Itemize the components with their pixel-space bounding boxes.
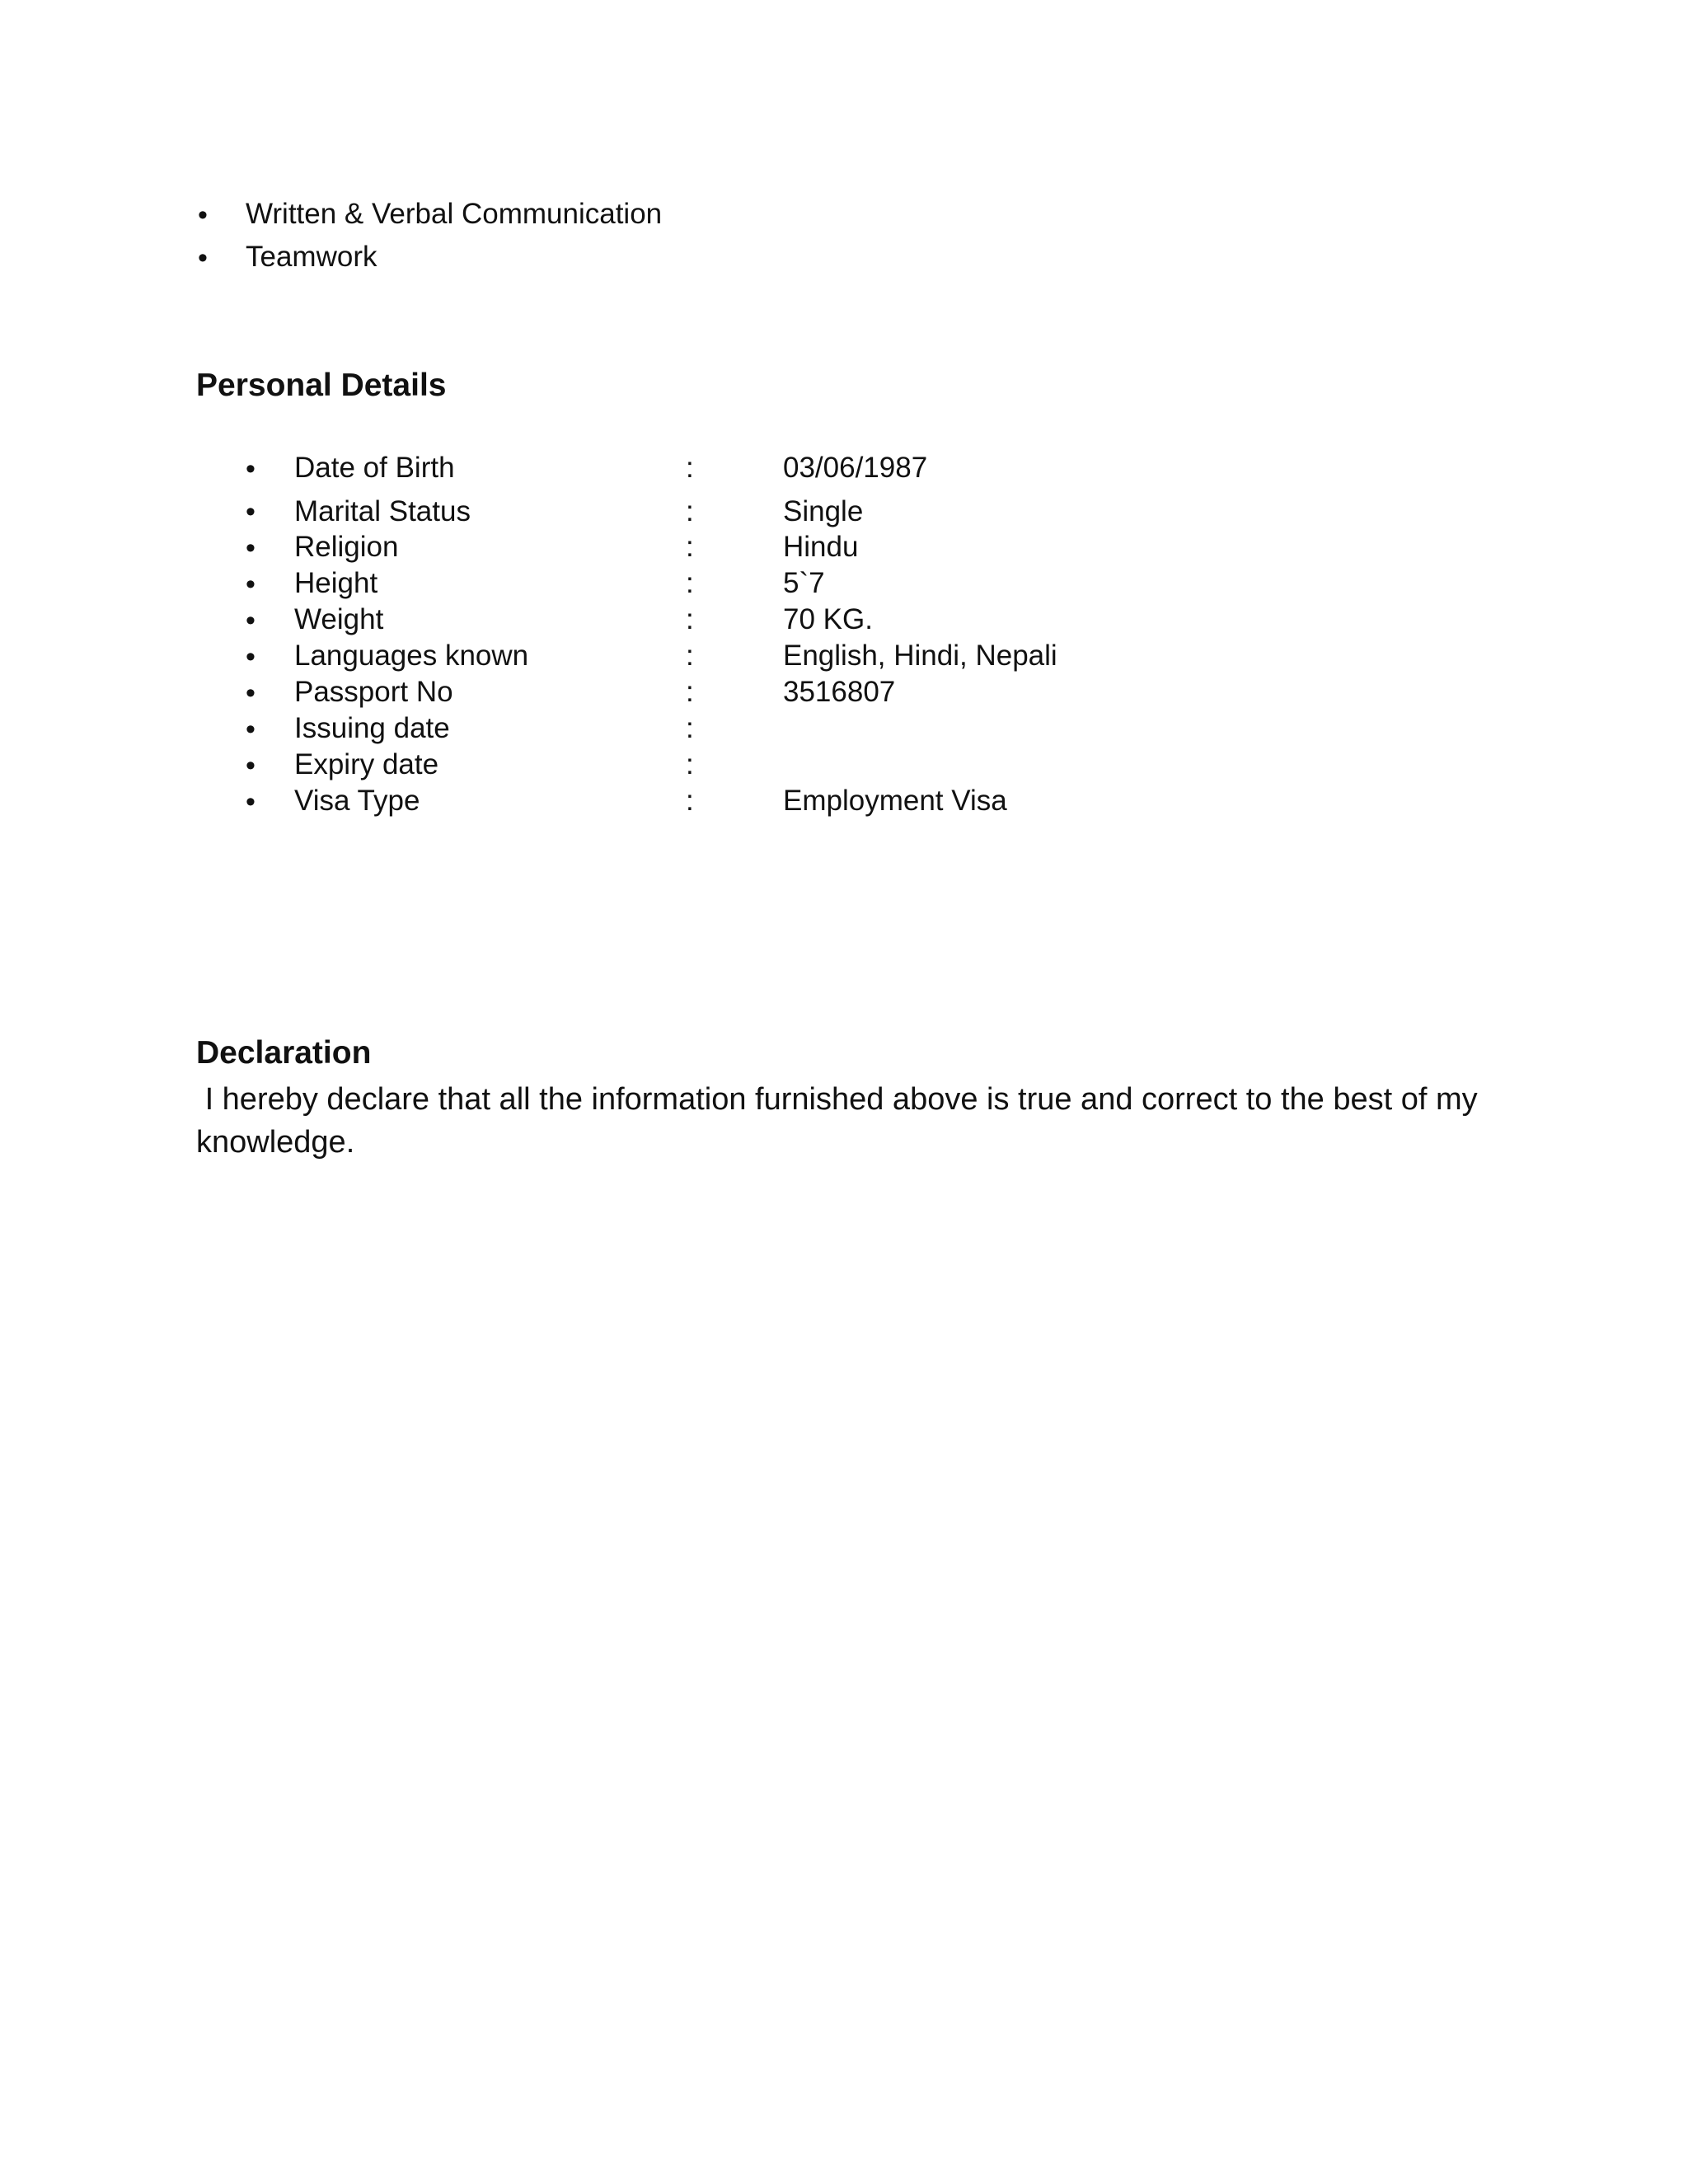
detail-separator: : xyxy=(686,785,694,817)
detail-separator: : xyxy=(686,640,694,672)
detail-value: Employment Visa xyxy=(783,785,1007,817)
detail-label: Visa Type xyxy=(294,785,420,817)
skill-item: Teamwork xyxy=(246,241,377,273)
declaration-heading: Declaration xyxy=(196,1035,372,1071)
personal-details-heading: Personal Details xyxy=(196,368,447,403)
bullet-icon: • xyxy=(246,714,256,745)
bullet-icon: • xyxy=(246,605,256,636)
declaration-text: I hereby declare that all the information furnished above is true and correct to the best of my knowledge. xyxy=(196,1082,1487,1160)
detail-label: Religion xyxy=(294,531,399,563)
detail-separator: : xyxy=(686,531,694,563)
detail-value: Single xyxy=(783,495,864,527)
detail-separator: : xyxy=(686,676,694,708)
detail-label: Date of Birth xyxy=(294,452,455,484)
detail-value: Hindu xyxy=(783,531,859,563)
bullet-icon: • xyxy=(198,242,208,274)
detail-label: Weight xyxy=(294,603,384,635)
detail-label: Passport No xyxy=(294,676,453,708)
detail-separator: : xyxy=(686,748,694,780)
bullet-icon: • xyxy=(246,569,256,600)
detail-label: Expiry date xyxy=(294,748,439,780)
bullet-icon: • xyxy=(246,453,256,485)
detail-value: 3516807 xyxy=(783,676,896,708)
detail-label: Height xyxy=(294,567,378,599)
bullet-icon: • xyxy=(198,199,208,231)
detail-label: Issuing date xyxy=(294,712,450,744)
detail-separator: : xyxy=(686,712,694,744)
detail-label: Marital Status xyxy=(294,495,471,527)
detail-label: Languages known xyxy=(294,640,529,672)
bullet-icon: • xyxy=(246,641,256,673)
detail-value: 03/06/1987 xyxy=(783,452,928,484)
detail-separator: : xyxy=(686,567,694,599)
detail-value: English, Hindi, Nepali xyxy=(783,640,1057,672)
detail-separator: : xyxy=(686,452,694,484)
detail-value: 5`7 xyxy=(783,567,825,599)
bullet-icon: • xyxy=(246,496,256,527)
bullet-icon: • xyxy=(246,786,256,818)
bullet-icon: • xyxy=(246,532,256,564)
bullet-icon: • xyxy=(246,750,256,781)
detail-value: 70 KG. xyxy=(783,603,873,635)
detail-separator: : xyxy=(686,603,694,635)
detail-separator: : xyxy=(686,495,694,527)
skill-item: Written & Verbal Communication xyxy=(246,198,663,230)
bullet-icon: • xyxy=(246,677,256,709)
